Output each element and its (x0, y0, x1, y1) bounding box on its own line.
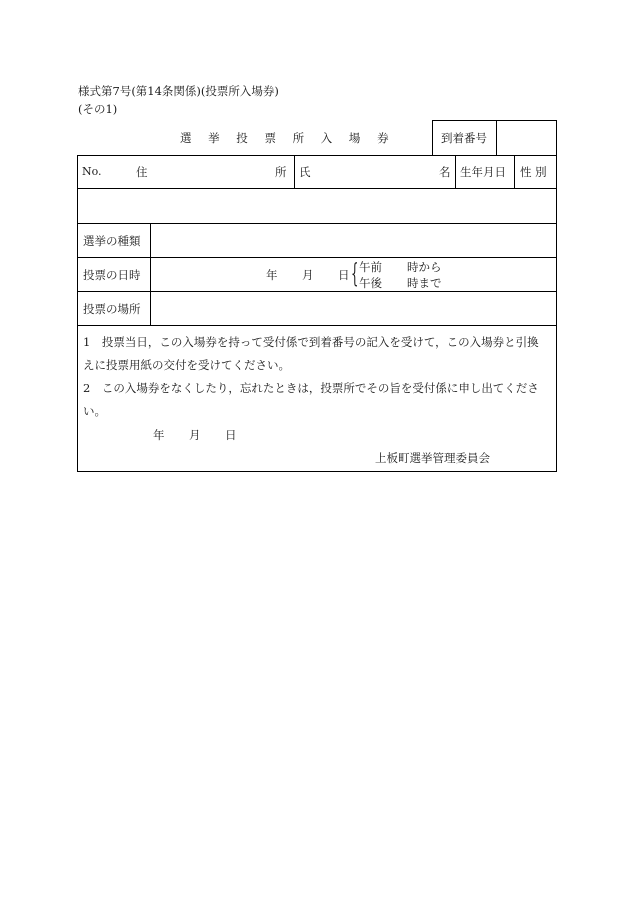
note-1-line-1: 1 投票当日，この入場券を持って受付係で到着番号の記入を受けて，この入場券と引換 (83, 335, 539, 349)
note-1-line-2: えに投票用紙の交付を受けてください。 (83, 358, 290, 372)
col-address-1: 住 (136, 165, 148, 179)
brace-icon: { (351, 259, 359, 289)
notes-date-month: 月 (189, 428, 201, 442)
note-2-line-2: い。 (83, 404, 106, 418)
datetime-month: 月 (302, 268, 314, 282)
election-type-label: 選挙の種類 (83, 234, 141, 248)
ticket-title: 選 挙 投 票 所 入 場 券 (180, 131, 396, 145)
datetime-day: 日 (338, 268, 350, 282)
pm-until: 時まで (407, 276, 442, 290)
datetime-label: 投票の日時 (83, 268, 141, 282)
col-no: No. (82, 165, 102, 178)
issuer: 上板町選挙管理委員会 (375, 451, 490, 465)
form-id: 様式第7号(第14条関係)(投票所入場券) (78, 84, 279, 98)
col-name-2: 名 (439, 165, 451, 179)
arrival-number-label: 到着番号 (441, 131, 487, 145)
datetime-year: 年 (266, 268, 278, 282)
col-birthdate: 生年月日 (460, 165, 506, 179)
form-subtitle: (その1) (78, 102, 118, 116)
col-address-2: 所 (275, 165, 287, 179)
arrival-number-box (497, 121, 556, 154)
notes-date-year: 年 (153, 428, 165, 442)
notes-date-day: 日 (225, 428, 237, 442)
am-from: 時から (407, 260, 442, 274)
place-label: 投票の場所 (83, 302, 141, 316)
pm-label: 午後 (359, 276, 382, 290)
col-name-1: 氏 (299, 165, 311, 179)
note-2-line-1: 2 この入場券をなくしたり，忘れたときは，投票所でその旨を受付係に申し出てくださ (83, 381, 539, 395)
am-label: 午前 (359, 260, 382, 274)
col-sex: 性 別 (520, 165, 547, 179)
